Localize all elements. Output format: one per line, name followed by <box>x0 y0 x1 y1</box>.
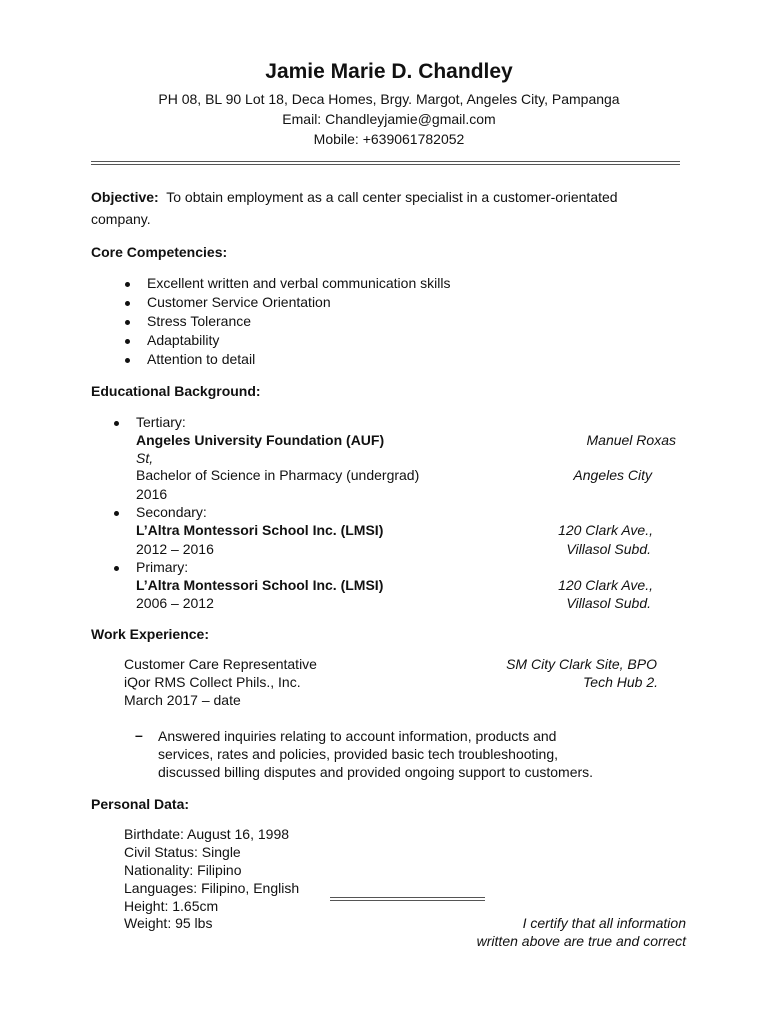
core-item: Stress Tolerance <box>147 313 252 329</box>
core-item: Attention to detail <box>147 351 256 367</box>
work-site: SM City Clark Site, BPO <box>506 656 657 672</box>
primary-location-1: 120 Clark Ave., <box>558 577 653 593</box>
tertiary-location-2: Angeles City <box>573 467 652 483</box>
objective-label: Objective: <box>91 189 159 205</box>
work-position: Customer Care Representative <box>124 656 317 672</box>
secondary-school: L’Altra Montessori School Inc. (LMSI) <box>136 522 384 538</box>
core-heading: Core Competencies: <box>91 244 228 260</box>
work-hub: Tech Hub 2. <box>583 674 658 690</box>
bullet-dot <box>114 566 119 571</box>
personal-height: Height: 1.65cm <box>124 898 219 914</box>
work-company: iQor RMS Collect Phils., Inc. <box>124 674 301 690</box>
primary-level: Primary: <box>136 559 189 575</box>
tertiary-school: Angeles University Foundation (AUF) <box>136 432 385 448</box>
secondary-location-1: 120 Clark Ave., <box>558 522 653 538</box>
primary-school: L’Altra Montessori School Inc. (LMSI) <box>136 577 384 593</box>
objective-section <box>91 189 691 205</box>
tertiary-degree: Bachelor of Science in Pharmacy (undergrad) <box>136 467 420 483</box>
education-heading: Educational Background: <box>91 383 261 399</box>
certify-line1: I certify that all information <box>522 915 686 931</box>
objective-text-line1: To obtain employment as a call center specialist in a customer-orientated <box>166 189 618 205</box>
tertiary-location-1b: St, <box>136 450 154 466</box>
personal-heading: Personal Data: <box>91 796 190 812</box>
core-item: Excellent written and verbal communication skills <box>147 275 451 291</box>
bullet-dot <box>125 358 130 363</box>
personal-weight: Weight: 95 lbs <box>124 915 213 931</box>
core-item: Customer Service Orientation <box>147 294 331 310</box>
bullet-dot <box>125 339 130 344</box>
tertiary-level: Tertiary: <box>136 414 186 430</box>
bullet-dot <box>114 511 119 516</box>
core-item: Adaptability <box>147 332 220 348</box>
header-rule-bottom <box>91 164 680 165</box>
primary-years: 2006 – 2012 <box>136 595 214 611</box>
header-rule-top <box>91 161 680 162</box>
email: Email: Chandleyjamie@gmail.com <box>282 111 496 127</box>
tertiary-location-1: Manuel Roxas <box>586 432 676 448</box>
mobile: Mobile: +639061782052 <box>313 131 465 147</box>
work-desc-line2: services, rates and policies, provided basic tech troubleshooting, <box>158 746 558 762</box>
signature-line-bottom <box>330 900 485 901</box>
work-dash: – <box>135 727 143 743</box>
primary-location-2: Villasol Subd. <box>566 595 651 611</box>
bullet-dot <box>125 320 130 325</box>
work-dates: March 2017 – date <box>124 692 241 708</box>
personal-birthdate: Birthdate: August 16, 1998 <box>124 826 290 842</box>
bullet-dot <box>125 301 130 306</box>
tertiary-year: 2016 <box>136 486 168 502</box>
work-heading: Work Experience: <box>91 626 210 642</box>
objective-text-line2: company. <box>91 211 151 227</box>
resume-name: Jamie Marie D. Chandley <box>265 60 513 83</box>
signature-line-top <box>330 897 485 898</box>
bullet-dot <box>125 282 130 287</box>
secondary-level: Secondary: <box>136 504 207 520</box>
address: PH 08, BL 90 Lot 18, Deca Homes, Brgy. Margot, Angeles City, Pampanga <box>158 91 620 107</box>
personal-civil-status: Civil Status: Single <box>124 844 241 860</box>
secondary-location-2: Villasol Subd. <box>566 541 651 557</box>
work-desc-line3: discussed billing disputes and provided ongoing support to customers. <box>158 764 594 780</box>
secondary-years: 2012 – 2016 <box>136 541 214 557</box>
work-desc-line1: Answered inquiries relating to account information, products and <box>158 728 557 744</box>
personal-nationality: Nationality: Filipino <box>124 862 242 878</box>
certify-line2: written above are true and correct <box>476 933 686 949</box>
personal-languages: Languages: Filipino, English <box>124 880 300 896</box>
bullet-dot <box>114 421 119 426</box>
